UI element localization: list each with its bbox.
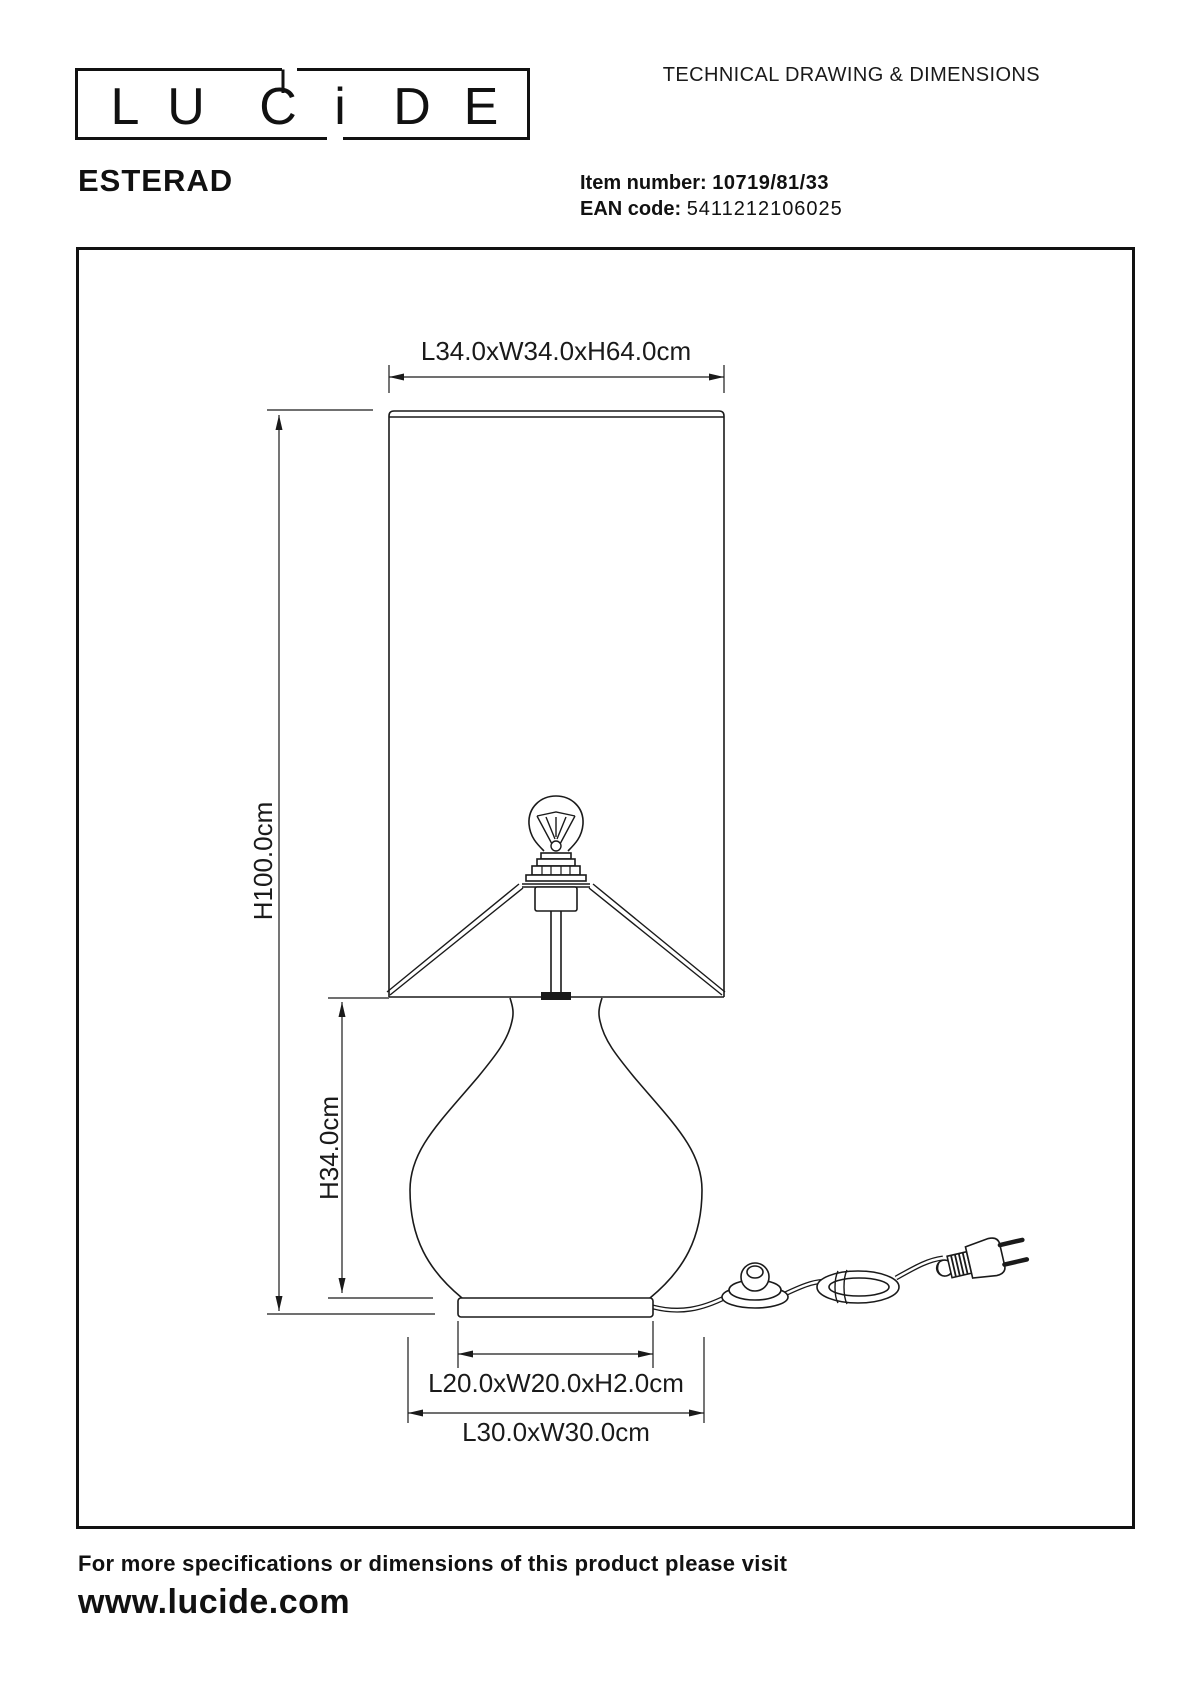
dimension-lines xyxy=(267,365,724,1423)
lamp-rod xyxy=(541,911,571,1000)
floor-lamp-drawing xyxy=(387,411,1029,1317)
footer-website[interactable]: www.lucide.com xyxy=(78,1583,351,1621)
label-footprint-dimensions: L30.0xW30.0cm xyxy=(462,1417,650,1447)
cable-coil xyxy=(817,1270,899,1304)
logo-letter-i: i xyxy=(334,78,346,136)
label-body-height: H34.0cm xyxy=(314,1095,344,1201)
lamp-socket xyxy=(522,853,590,911)
lucide-logo xyxy=(75,68,530,140)
power-plug-icon xyxy=(933,1231,1029,1288)
logo-letter-u: U xyxy=(167,78,205,136)
logo-letter-e: E xyxy=(463,78,499,136)
item-number-value: 10719/81/33 xyxy=(712,172,829,194)
item-number-label: Item number: xyxy=(580,172,707,194)
foot-switch xyxy=(722,1263,788,1308)
dim-base-lines xyxy=(458,1321,653,1368)
ean-value: 5411212106025 xyxy=(686,198,843,220)
product-meta xyxy=(580,170,843,222)
dimension-arrowheads xyxy=(276,374,725,1417)
logo-letter-c: C xyxy=(259,78,297,136)
dim-shade-lines xyxy=(389,365,724,393)
power-cord xyxy=(653,1258,943,1310)
label-total-height: H100.0cm xyxy=(248,801,278,921)
ean-label: EAN code: xyxy=(580,198,682,220)
lamp-base xyxy=(458,1298,653,1317)
ean-row xyxy=(580,196,843,222)
document-title: TECHNICAL DRAWING & DIMENSIONS xyxy=(662,64,1040,86)
label-shade-dimensions: L34.0xW34.0xH64.0cm xyxy=(420,336,692,366)
logo-border xyxy=(77,70,529,139)
logo-letter-d: D xyxy=(393,78,431,136)
item-number-row xyxy=(580,170,843,196)
rod-connector xyxy=(541,992,571,1000)
drawing-frame-border xyxy=(78,249,1134,1528)
logo-letter-l: L xyxy=(110,78,140,136)
footer-note: For more specifications or dimensions of this product please visit xyxy=(78,1551,788,1576)
lamp-body xyxy=(410,998,702,1298)
footer xyxy=(78,1551,787,1622)
drawing-canvas xyxy=(76,247,1135,1529)
light-bulb-icon xyxy=(529,796,583,851)
product-name: ESTERAD xyxy=(78,163,234,198)
dim-height100-lines xyxy=(267,410,435,1314)
lucide-logo-icon xyxy=(75,68,530,140)
label-base-dimensions: L20.0xW20.0xH2.0cm xyxy=(428,1368,684,1398)
